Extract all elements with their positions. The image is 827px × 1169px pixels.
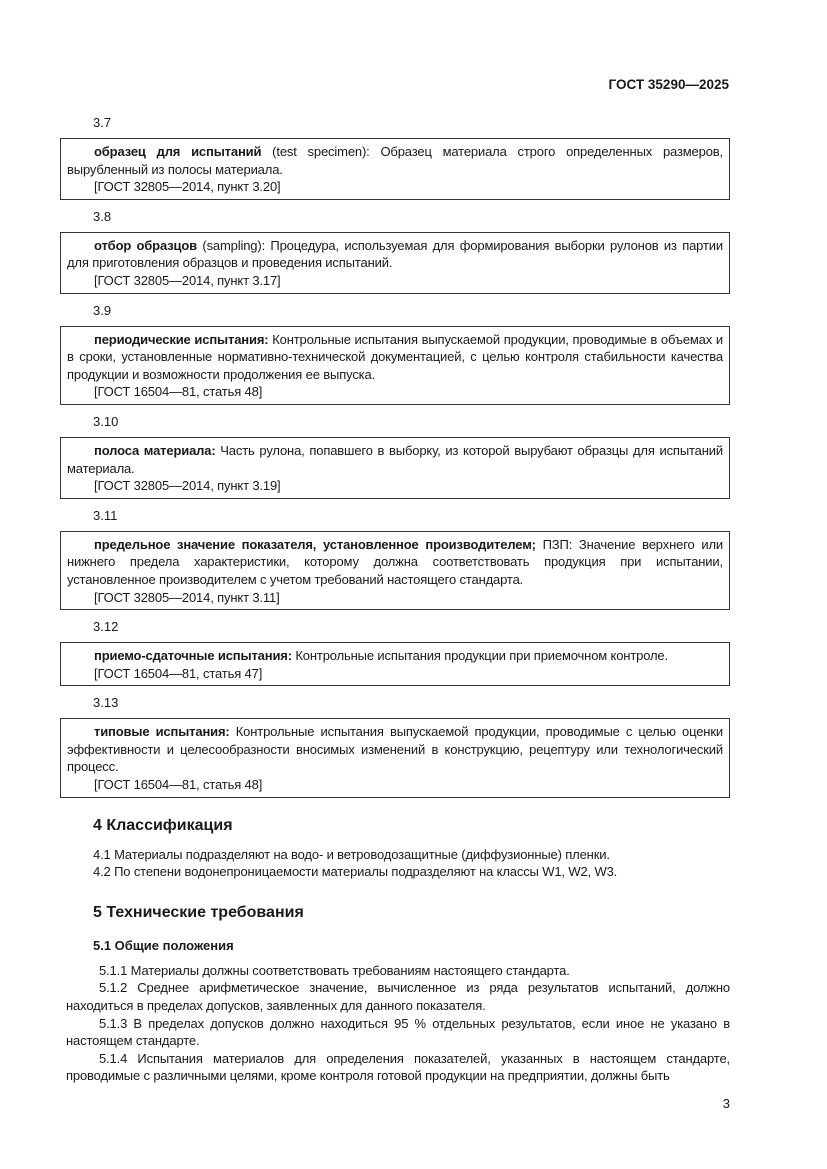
subsection-heading: 5.1 Общие положения bbox=[93, 937, 234, 953]
term-source: [ГОСТ 16504—81, статья 47] bbox=[94, 665, 263, 681]
paragraph: 5.1.4 Испытания материалов для определения показателей, указанных в настоящем стандарте, проводимые с различными целями, кроме контроля готовой продукции на предприятии, должны быть bbox=[66, 1050, 730, 1084]
paragraph: 5.1.1 Материалы должны соответствовать требованиям настоящего стандарта. bbox=[99, 962, 570, 978]
term-source: [ГОСТ 32805—2014, пункт 3.19] bbox=[94, 478, 281, 494]
terms-list bbox=[60, 114, 730, 798]
term-name: приемо-сдаточные испытания: bbox=[94, 648, 292, 664]
section-4 bbox=[60, 816, 730, 881]
page-number: 3 bbox=[722, 1096, 730, 1111]
term-entry bbox=[60, 618, 730, 686]
term-source: [ГОСТ 16504—81, статья 48] bbox=[94, 777, 263, 793]
term-entry bbox=[60, 507, 730, 610]
term-definition bbox=[67, 237, 723, 272]
term-source: [ГОСТ 32805—2014, пункт 3.20] bbox=[94, 179, 281, 195]
term-number: 3.8 bbox=[93, 208, 112, 224]
term-text: (test specimen): Образец материала строго определенных размеров, вырубленный из полосы материала. bbox=[67, 144, 724, 177]
paragraph: 4.2 По степени водонепроницаемости материалы подразделяют на классы W1, W2, W3. bbox=[93, 864, 618, 880]
term-entry bbox=[60, 302, 730, 405]
term-number: 3.11 bbox=[93, 507, 118, 523]
section-heading: 5 Технические требования bbox=[93, 903, 304, 921]
term-name: периодические испытания: bbox=[94, 331, 269, 347]
term-definition bbox=[67, 442, 723, 477]
section-5 bbox=[60, 903, 730, 1085]
paragraph: 5.1.3 В пределах допусков должно находиться 95 % отдельных результатов, если иное не указано в настоящем стандарте. bbox=[66, 1015, 730, 1049]
paragraph: 5.1.2 Среднее арифметическое значение, вычисленное из ряда результатов испытаний, должно находиться в пределах допусков, заявленных для данного показателя. bbox=[66, 980, 730, 1014]
term-name: типовые испытания: bbox=[94, 724, 230, 740]
term-text: Часть рулона, попавшего в выборку, из которой вырубают образцы для испытаний материала. bbox=[67, 442, 724, 476]
term-definition-box bbox=[60, 138, 730, 200]
term-entry bbox=[60, 114, 730, 200]
term-definition bbox=[67, 536, 723, 589]
term-definition bbox=[67, 647, 723, 665]
paragraph: 4.1 Материалы подразделяют на водо- и ветроводозащитные (диффузионные) пленки. bbox=[93, 846, 610, 862]
term-number: 3.10 bbox=[93, 413, 119, 429]
term-definition-box bbox=[60, 232, 730, 294]
term-entry bbox=[60, 413, 730, 499]
term-source: [ГОСТ 16504—81, статья 48] bbox=[94, 384, 263, 400]
term-definition bbox=[67, 331, 723, 384]
term-number: 3.9 bbox=[93, 302, 112, 318]
term-definition-box bbox=[60, 326, 730, 405]
term-name: образец для испытаний bbox=[94, 144, 262, 159]
term-number: 3.13 bbox=[93, 695, 119, 711]
term-definition bbox=[67, 143, 723, 178]
term-definition-box bbox=[60, 531, 730, 610]
term-definition-box bbox=[60, 718, 730, 797]
term-text: Контрольные испытания продукции при приемочном контроле. bbox=[291, 648, 668, 664]
term-entry bbox=[60, 694, 730, 797]
term-entry bbox=[60, 208, 730, 294]
document-header: ГОСТ 35290—2025 bbox=[608, 77, 729, 92]
term-name: отбор образцов bbox=[94, 237, 198, 253]
term-text: ПЗП: Значение верхнего или нижнего предела характеристики, которому должна соответствовать продукция при испытании, установленное производителем с учетом требований настоящего стандарта. bbox=[67, 536, 723, 587]
term-text: (sampling): Процедура, используемая для формирования выборки рулонов из партии для приготовления образцов и проведения испытаний. bbox=[67, 237, 723, 271]
section-heading: 4 Классификация bbox=[93, 816, 233, 834]
term-text: Контрольные испытания выпускаемой продукции, проводимые в объемах и в сроки, установленные нормативно-технической документацией, с целью контроля стабильности качества продукции и возможности продолжения ее выпуска. bbox=[67, 331, 723, 382]
term-source: [ГОСТ 32805—2014, пункт 3.17] bbox=[94, 272, 281, 288]
term-number: 3.7 bbox=[93, 115, 112, 130]
term-definition bbox=[67, 723, 723, 776]
term-definition-box bbox=[60, 437, 730, 499]
term-source: [ГОСТ 32805—2014, пункт 3.11] bbox=[94, 589, 280, 605]
page-content bbox=[60, 0, 730, 1152]
term-name: полоса материала: bbox=[94, 442, 216, 458]
term-number: 3.12 bbox=[93, 619, 119, 635]
term-text: Контрольные испытания выпускаемой продукции, проводимые с целью оценки эффективности и целесообразности вносимых изменений в конструкцию, рецептуру или технологический процесс. bbox=[67, 724, 723, 775]
term-name: предельное значение показателя, установленное производителем; bbox=[94, 536, 536, 552]
term-definition-box bbox=[60, 642, 730, 686]
